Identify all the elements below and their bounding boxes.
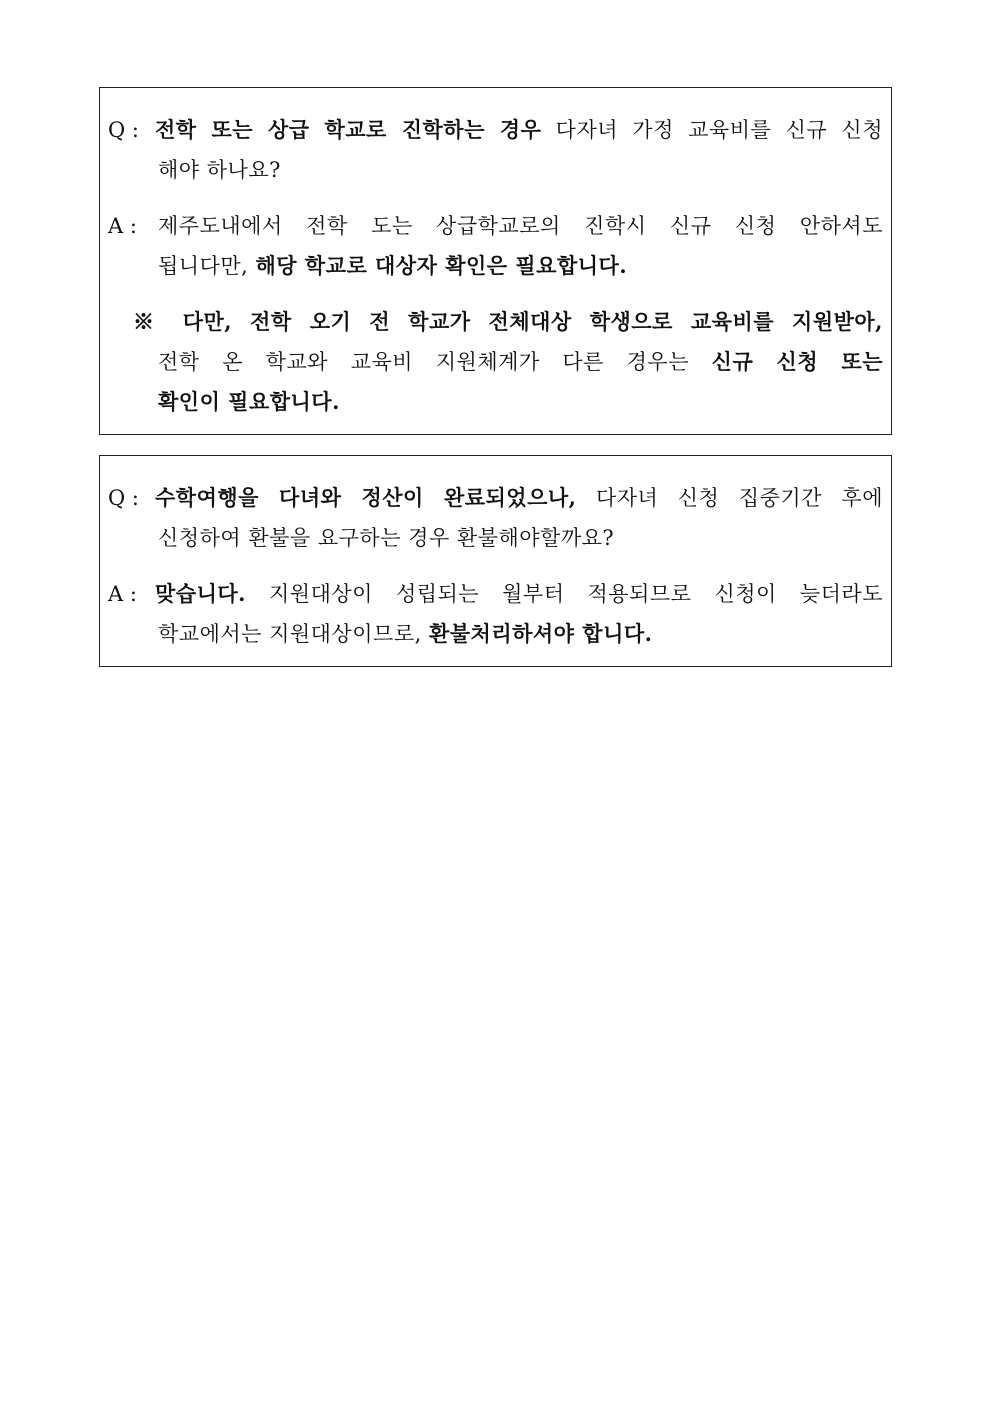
note-line3: 확인이 필요합니다. <box>158 389 340 414</box>
note-emphasis: 신규 신청 또는 <box>711 349 883 374</box>
question-label: Q : <box>108 486 139 510</box>
question-rest: 다자녀 신청 집중기간 후에 <box>576 486 883 510</box>
question-text-line1 <box>155 116 883 144</box>
question-rest: 다자녀 가정 교육비를 신규 신청 <box>541 118 883 142</box>
answer-emphasis: 맞습니다. <box>155 581 246 606</box>
answer-text-line1: 제주도내에서 전학 도는 상급학교로의 진학시 신규 신청 안하셔도 <box>158 214 883 238</box>
question-text-line2: 해야 하나요? <box>158 158 281 182</box>
note-line2 <box>158 348 883 376</box>
answer-emphasis: 해당 학교로 대상자 확인은 필요합니다. <box>255 253 628 278</box>
note-line1: ※ 다만, 전학 오기 전 학교가 전체대상 학생으로 교육비를 지원받아, <box>133 309 883 334</box>
question-emphasis: 전학 또는 상급 학교로 진학하는 경우 <box>155 117 542 142</box>
answer-label: A : <box>108 214 137 238</box>
answer-label: A : <box>108 582 137 606</box>
answer-text-line2 <box>158 252 627 280</box>
question-text-line2: 신청하여 환불을 요구하는 경우 환불해야할까요? <box>158 526 615 550</box>
answer-plain: 됩니다만, <box>158 254 256 278</box>
question-emphasis: 수학여행을 다녀와 정산이 완료되었으나, <box>155 485 577 510</box>
answer-rest: 지원대상이 성립되는 월부터 적용되므로 신청이 늦더라도 <box>245 582 883 606</box>
answer-text-line1 <box>155 580 883 608</box>
answer-emphasis-2: 환불처리하셔야 합니다. <box>428 621 653 646</box>
qa-box-transfer <box>99 87 892 435</box>
question-text-line1 <box>155 484 883 512</box>
question-label: Q : <box>108 118 139 142</box>
note-plain: 전학 온 학교와 교육비 지원체계가 다른 경우는 <box>158 350 712 374</box>
qa-box-refund <box>99 455 892 667</box>
answer-plain: 학교에서는 지원대상이므로, <box>158 622 429 646</box>
answer-text-line2 <box>158 620 652 648</box>
